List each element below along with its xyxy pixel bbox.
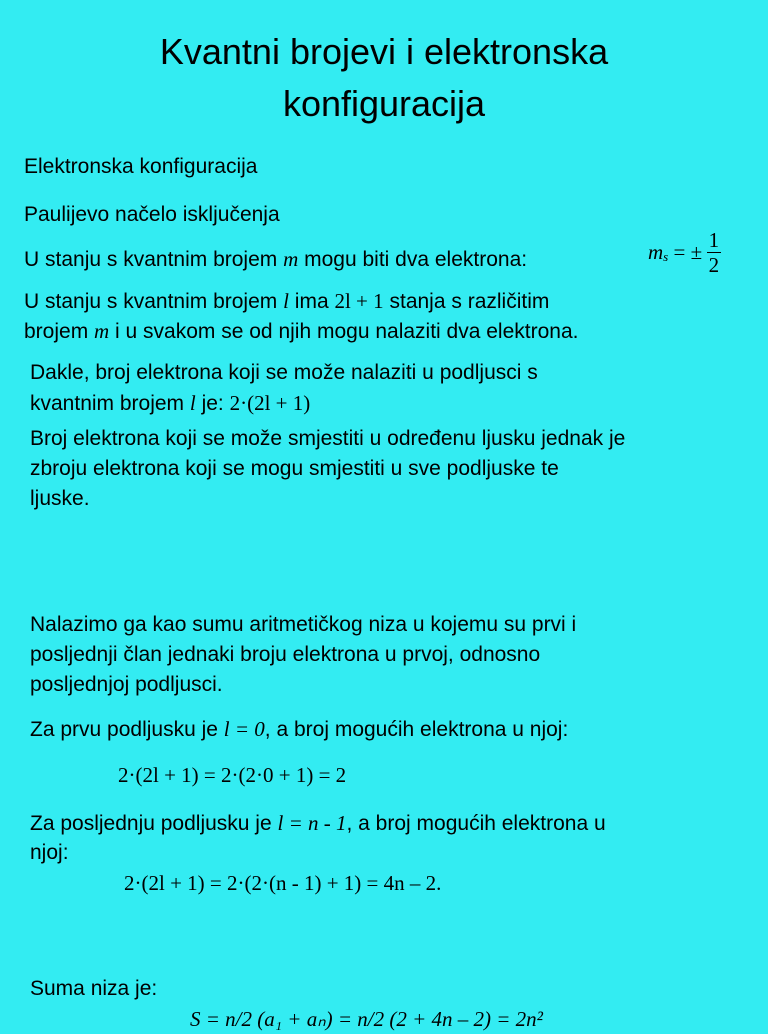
heading-pauli-principle: Paulijevo načelo isključenja (24, 203, 280, 226)
text-shell-count-line-2: zbroju elektrona koji se mogu smjestiti u sve podljuske te (30, 457, 559, 480)
math-expr-l-n-minus-1: l = n - 1 (277, 811, 347, 835)
text-subshell-count-line-1: Dakle, broj elektrona koji se može nalaziti u podljusci s (30, 361, 538, 384)
formula-ms (648, 228, 721, 277)
heading-electron-configuration: Elektronska konfiguracija (24, 155, 258, 178)
fraction-denominator: 2 (708, 253, 720, 277)
text-segment: , a broj mogućih elektrona u (346, 812, 606, 835)
math-var-m: m (283, 247, 299, 271)
text-first-subshell (30, 714, 568, 745)
text-last-subshell-line-1 (30, 808, 606, 839)
fraction-numerator: 1 (708, 228, 720, 252)
math-var-l: l (189, 391, 196, 415)
equation-sum: S = n/2 (a₁ + aₙ) = n/2 (2 + 4n – 2) = 2n² (190, 1007, 543, 1031)
text-segment: , a broj mogućih elektrona u njoj: (264, 718, 569, 741)
text-segment: i u svakom se od njih mogu nalaziti dva elektrona. (109, 320, 579, 343)
text-arithmetic-line-2: posljednji član jednaki broju elektrona u prvoj, odnosno (30, 643, 541, 666)
text-segment: U stanju s kvantnim brojem (24, 290, 284, 313)
equation-first-subshell: 2·(2l + 1) = 2·(2·0 + 1) = 2 (118, 763, 347, 787)
math-sub-s: s (663, 248, 669, 264)
text-sum-label: Suma niza je: (30, 977, 158, 1000)
math-var-m: m (94, 319, 110, 343)
text-arithmetic-line-3: posljednjoj podljusci. (30, 673, 223, 696)
text-segment: stanja s različitim (383, 290, 550, 313)
equation-last-subshell: 2·(2l + 1) = 2·(2·(n - 1) + 1) = 4n – 2. (124, 871, 442, 895)
text-segment: brojem (24, 320, 95, 343)
text-segment: ima (288, 290, 335, 313)
math-expr-2l-plus-1: 2l + 1 (334, 289, 384, 313)
text-segment: Za posljednju podljusku je (30, 812, 278, 835)
page-title (0, 26, 768, 130)
math-expr-l-zero: l = 0 (223, 717, 265, 741)
text-segment: U stanju s kvantnim brojem (24, 248, 284, 271)
text-l-states-line-2 (24, 316, 578, 347)
text-shell-count-line-3: ljuske. (30, 487, 90, 510)
math-var-l: l (283, 289, 289, 313)
text-last-subshell-line-2: njoj: (30, 841, 69, 864)
math-eq-pm: = ± (668, 240, 703, 264)
title-line-2: konfiguracija (282, 83, 486, 124)
math-var-ms: m (648, 240, 664, 264)
text-m-states (24, 244, 527, 275)
text-segment: kvantnim brojem (30, 392, 190, 415)
text-arithmetic-line-1: Nalazimo ga kao sumu aritmetičkog niza u kojemu su prvi i (30, 613, 577, 636)
text-segment: Za prvu podljusku je (30, 718, 224, 741)
fraction-one-half (707, 228, 722, 277)
text-l-states-line-1 (24, 286, 549, 317)
title-line-1: Kvantni brojevi i elektronska (159, 31, 609, 72)
text-segment: mogu biti dva elektrona: (298, 248, 528, 271)
text-shell-count-line-1: Broj elektrona koji se može smjestiti u određenu ljusku jednak je (30, 427, 626, 450)
text-segment: je: (195, 392, 230, 415)
text-subshell-count-line-2 (30, 388, 310, 419)
math-expr-subshell: 2·(2l + 1) (229, 391, 311, 415)
